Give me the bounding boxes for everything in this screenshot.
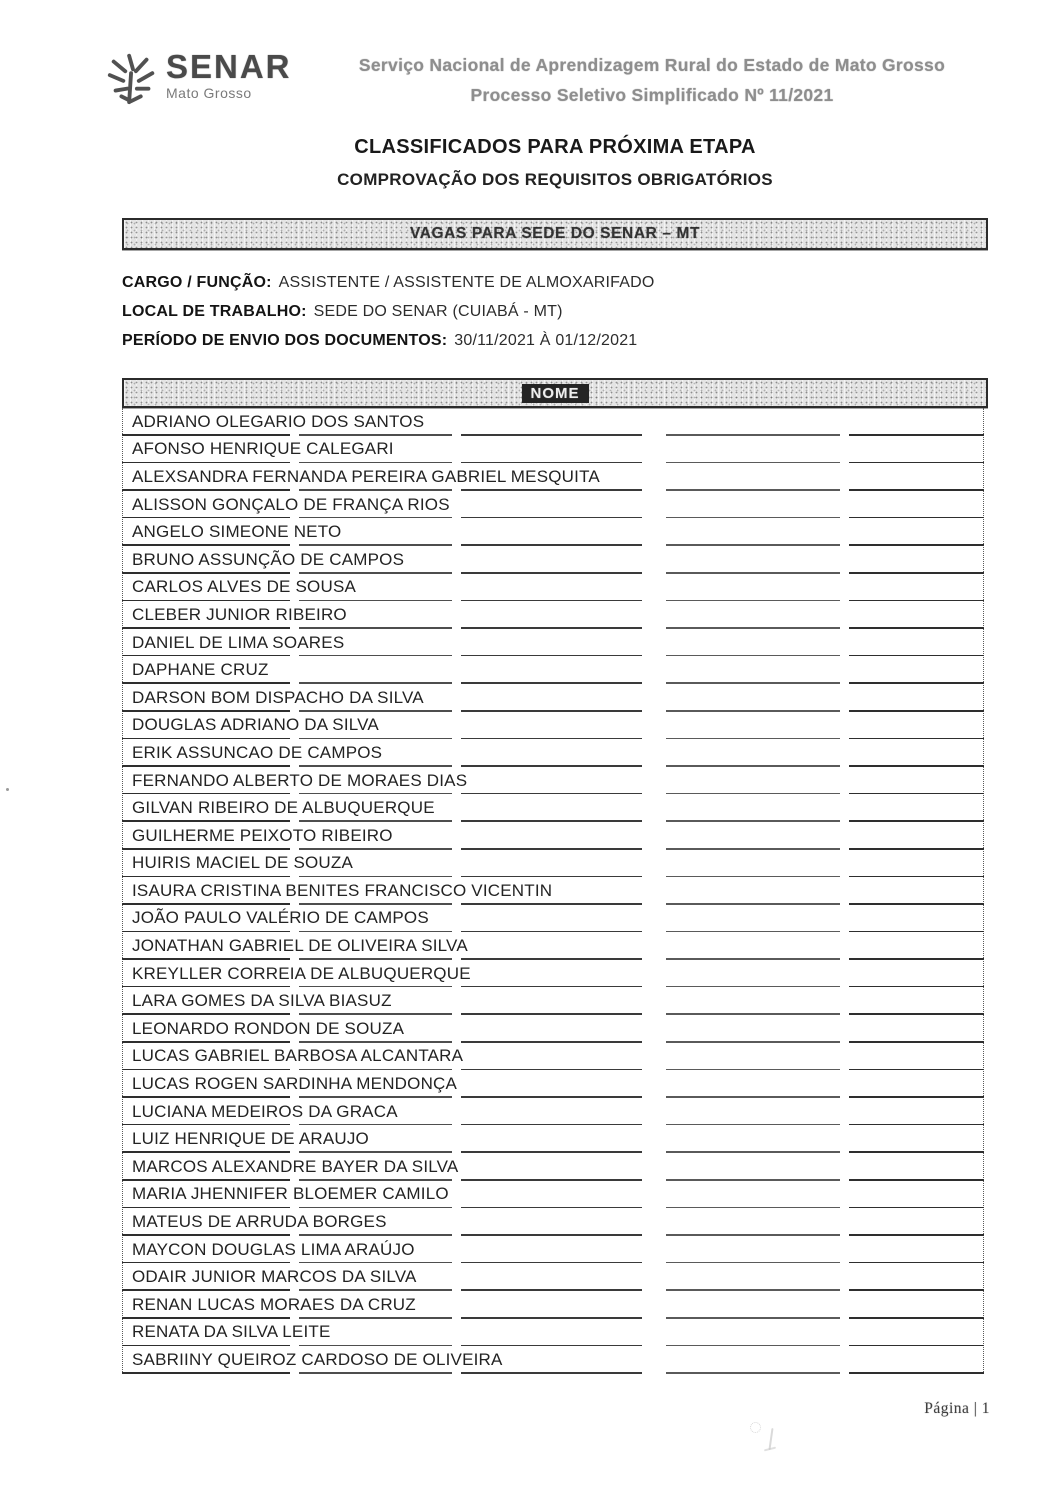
name-cell: JONATHAN GABRIEL DE OLIVEIRA SILVA — [132, 936, 468, 956]
logo-subtitle: Mato Grosso — [166, 85, 252, 101]
cargo-value: ASSISTENTE / ASSISTENTE DE ALMOXARIFADO — [278, 273, 655, 291]
senar-logo — [104, 48, 292, 108]
org-header-line2: Processo Seletivo Simplificado Nº 11/2021 — [470, 85, 834, 105]
org-header-line1: Serviço Nacional de Aprendizagem Rural do Estado de Mato Grosso — [358, 55, 946, 75]
name-cell: LEONARDO RONDON DE SOUZA — [132, 1018, 405, 1038]
table-row — [123, 1153, 983, 1181]
table-row — [123, 518, 983, 546]
name-cell: ADRIANO OLEGARIO DOS SANTOS — [132, 411, 425, 431]
table-row — [123, 1181, 983, 1209]
local-value: SEDE DO SENAR (CUIABÁ - MT) — [313, 302, 563, 320]
name-cell: MARIA JHENNIFER BLOEMER CAMILO — [132, 1184, 449, 1204]
name-cell: ODAIR JUNIOR MARCOS DA SILVA — [132, 1267, 417, 1287]
org-header — [288, 50, 1016, 110]
name-cell: ISAURA CRISTINA BENITES FRANCISCO VICENTIN — [132, 880, 553, 900]
name-cell: DOUGLAS ADRIANO DA SILVA — [132, 715, 379, 735]
name-cell: LUCIANA MEDEIROS DA GRACA — [132, 1101, 398, 1121]
name-cell: RENATA DA SILVA LEITE — [132, 1322, 331, 1342]
table-row — [123, 822, 983, 850]
table-row — [123, 491, 983, 519]
name-cell: DARSON BOM DISPACHO DA SILVA — [132, 687, 424, 707]
table-row — [123, 987, 983, 1015]
local-label: LOCAL DE TRABALHO: — [122, 302, 307, 320]
table-row — [123, 629, 983, 657]
table-row — [123, 684, 983, 712]
wheat-plant-icon — [104, 48, 162, 108]
table-row — [123, 712, 983, 740]
name-cell: ERIK ASSUNCAO DE CAMPOS — [132, 742, 383, 762]
table-header-label: NOME — [522, 384, 589, 403]
name-cell: LUCAS ROGEN SARDINHA MENDONÇA — [132, 1074, 458, 1094]
table-row — [123, 960, 983, 988]
section-banner-label: VAGAS PARA SEDE DO SENAR – MT — [409, 225, 701, 242]
name-cell: LUIZ HENRIQUE DE ARAUJO — [132, 1129, 369, 1149]
name-cell: ALEXSANDRA FERNANDA PEREIRA GABRIEL MESQUITA — [132, 466, 600, 486]
vacancy-info — [122, 268, 988, 355]
cargo-line — [122, 268, 988, 297]
table-row — [123, 739, 983, 767]
table-row — [123, 601, 983, 629]
table-header-banner — [122, 378, 988, 408]
scan-dot-artifact — [6, 788, 9, 791]
table-row — [123, 877, 983, 905]
table-row — [123, 1208, 983, 1236]
name-cell: DANIEL DE LIMA SOARES — [132, 632, 345, 652]
name-cell: LARA GOMES DA SILVA BIASUZ — [132, 991, 392, 1011]
table-row — [123, 436, 983, 464]
table-row — [123, 905, 983, 933]
name-cell: MATEUS DE ARRUDA BORGES — [132, 1212, 387, 1232]
name-cell: ANGELO SIMEONE NETO — [132, 522, 342, 542]
table-row — [123, 1346, 983, 1374]
table-row — [123, 1319, 983, 1347]
name-cell: BRUNO ASSUNÇÃO DE CAMPOS — [132, 549, 405, 569]
table-row — [123, 463, 983, 491]
table-row — [123, 1263, 983, 1291]
name-cell: SABRIINY QUEIROZ CARDOSO DE OLIVEIRA — [132, 1349, 503, 1369]
periodo-line — [122, 326, 988, 355]
table-row — [123, 1015, 983, 1043]
name-cell: CLEBER JUNIOR RIBEIRO — [132, 604, 347, 624]
name-cell: AFONSO HENRIQUE CALEGARI — [132, 439, 394, 459]
name-cell: MAYCON DOUGLAS LIMA ARAÚJO — [132, 1239, 415, 1259]
table-row — [123, 767, 983, 795]
table-row — [123, 656, 983, 684]
document-subtitle: COMPROVAÇÃO DOS REQUISITOS OBRIGATÓRIOS — [337, 170, 773, 189]
name-cell: FERNANDO ALBERTO DE MORAES DIAS — [132, 770, 468, 790]
periodo-label: PERÍODO DE ENVIO DOS DOCUMENTOS: — [122, 331, 448, 349]
table-row — [123, 1291, 983, 1319]
table-row — [123, 1098, 983, 1126]
name-cell: GUILHERME PEIXOTO RIBEIRO — [132, 825, 393, 845]
names-table-body — [122, 408, 984, 1374]
name-cell: MARCOS ALEXANDRE BAYER DA SILVA — [132, 1156, 459, 1176]
section-banner — [122, 218, 988, 250]
table-row — [123, 574, 983, 602]
name-cell: DAPHANE CRUZ — [132, 660, 269, 680]
name-cell: HUIRIS MACIEL DE SOUZA — [132, 853, 354, 873]
cargo-label: CARGO / FUNÇÃO: — [122, 273, 272, 291]
table-row — [123, 932, 983, 960]
name-cell: CARLOS ALVES DE SOUSA — [132, 577, 357, 597]
table-row — [123, 408, 983, 436]
name-cell: GILVAN RIBEIRO DE ALBUQUERQUE — [132, 798, 435, 818]
page-number: Página | 1 — [924, 1400, 990, 1417]
name-cell: LUCAS GABRIEL BARBOSA ALCANTARA — [132, 1046, 464, 1066]
name-cell: KREYLLER CORREIA DE ALBUQUERQUE — [132, 963, 471, 983]
table-row — [123, 546, 983, 574]
table-row — [123, 850, 983, 878]
name-cell: RENAN LUCAS MORAES DA CRUZ — [132, 1294, 416, 1314]
table-row — [123, 794, 983, 822]
periodo-value: 30/11/2021 À 01/12/2021 — [454, 331, 638, 349]
scan-smudge-artifact — [746, 1420, 796, 1462]
logo-text — [166, 50, 292, 101]
table-row — [123, 1043, 983, 1071]
local-line — [122, 297, 988, 326]
table-row — [123, 1070, 983, 1098]
table-row — [123, 1236, 983, 1264]
logo-brand: SENAR — [166, 48, 292, 85]
table-row — [123, 1125, 983, 1153]
name-cell: ALISSON GONÇALO DE FRANÇA RIOS — [132, 494, 450, 514]
name-cell: JOÃO PAULO VALÉRIO DE CAMPOS — [132, 908, 429, 928]
document-title: CLASSIFICADOS PARA PRÓXIMA ETAPA — [354, 136, 756, 158]
